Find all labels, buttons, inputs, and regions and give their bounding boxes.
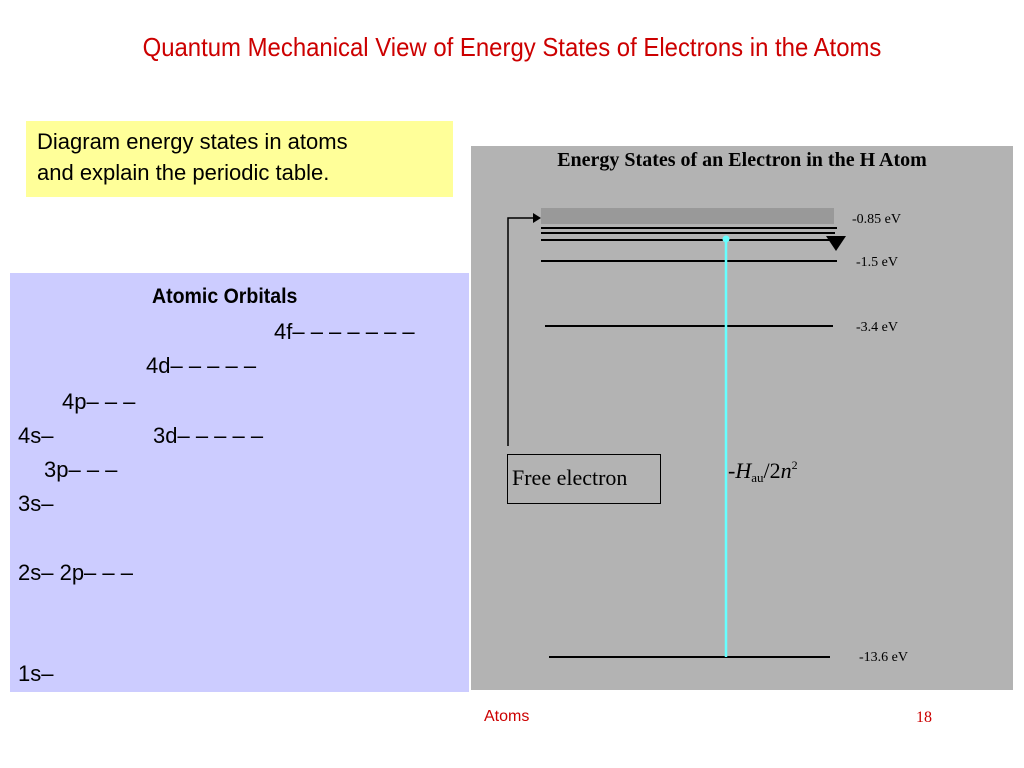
energy-formula bbox=[728, 458, 798, 486]
free-electron-arrow bbox=[508, 218, 533, 446]
energy-diagram-panel bbox=[471, 146, 1013, 690]
orbital-3p: 3p– – – bbox=[44, 457, 118, 482]
footer-label: Atoms bbox=[484, 708, 530, 725]
orbital-4p: 4p– – – bbox=[62, 389, 136, 414]
arrowhead-down-icon bbox=[826, 236, 846, 251]
atomic-orbitals-panel bbox=[10, 273, 469, 692]
callout-line-2: and explain the periodic table. bbox=[37, 160, 330, 185]
orbital-2s-2p: 2s– 2p– – – bbox=[18, 560, 133, 585]
level-label-0-85: -0.85 eV bbox=[852, 212, 901, 227]
formula-mid: /2 bbox=[763, 458, 781, 483]
orbital-3d: 3d– – – – – bbox=[153, 423, 264, 448]
page-number: 18 bbox=[916, 709, 932, 726]
orbital-4s: 4s– bbox=[18, 423, 54, 448]
orbital-3s: 3s– bbox=[18, 491, 54, 516]
energy-diagram-graphic bbox=[471, 146, 1013, 690]
transition-arrow-tip bbox=[723, 236, 730, 243]
orbital-1s: 1s– bbox=[18, 661, 54, 686]
energy-diagram-title: Energy States of an Electron in the H Atom bbox=[557, 149, 927, 171]
arrowhead-right-icon bbox=[533, 213, 541, 223]
free-electron-label: Free electron bbox=[512, 465, 628, 490]
formula-sup: 2 bbox=[791, 458, 798, 472]
slide-title: Quantum Mechanical View of Energy States of Electrons in the Atoms bbox=[142, 32, 882, 62]
level-label-3-4: -3.4 eV bbox=[856, 320, 898, 335]
level-label-13-6: -13.6 eV bbox=[859, 650, 908, 665]
callout-box bbox=[26, 121, 453, 197]
formula-sub: au bbox=[751, 470, 764, 485]
continuum-band bbox=[541, 208, 834, 224]
free-electron-box bbox=[507, 454, 661, 504]
callout-line-1: Diagram energy states in atoms bbox=[37, 129, 348, 154]
formula-h: H bbox=[735, 458, 752, 483]
orbitals-heading: Atomic Orbitals bbox=[152, 285, 298, 308]
orbital-4d: 4d– – – – – bbox=[146, 353, 257, 378]
formula-n: n bbox=[780, 458, 792, 483]
level-label-1-5: -1.5 eV bbox=[856, 255, 898, 270]
formula-prefix: - bbox=[728, 458, 736, 483]
orbital-4f: 4f– – – – – – – bbox=[274, 319, 415, 344]
